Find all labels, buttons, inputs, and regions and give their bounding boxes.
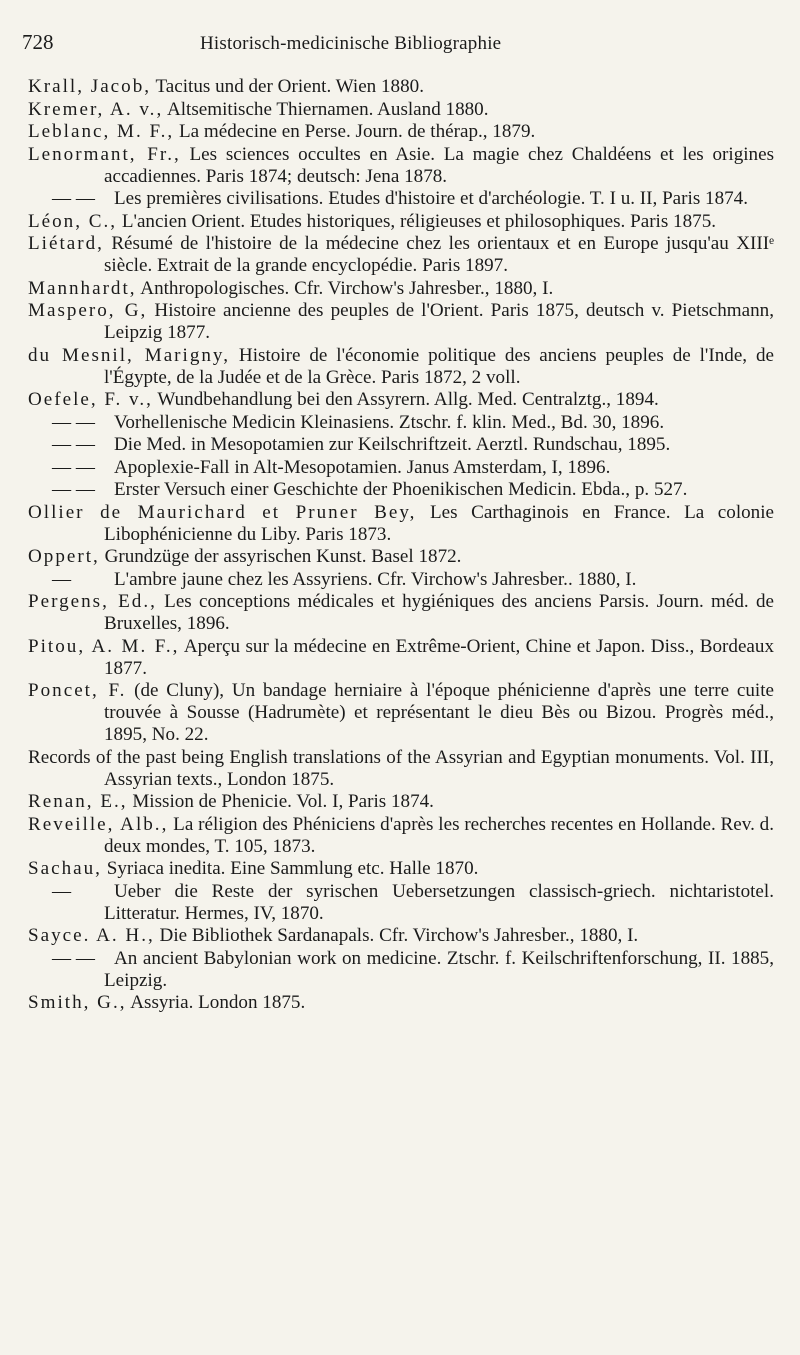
bibliography-entry [28, 144, 774, 188]
ditto-dash: — — [52, 411, 95, 433]
bibliography-entry [28, 457, 774, 479]
bibliography-entry [28, 121, 774, 143]
entry-text: La réligion des Phéniciens d'après les recherches recentes en Hollande. Rev. d. deux mondes, T. 105, 1873. [104, 813, 774, 857]
entry-author: Pergens, Ed., [28, 591, 157, 612]
entry-text: Die Med. in Mesopotamien zur Keilschriftzeit. Aerztl. Rundschau, 1895. [114, 434, 671, 455]
entry-text: Les Carthaginois en France. La colonie Libophénicienne du Liby. Paris 1873. [104, 501, 774, 545]
bibliography-entry [28, 233, 774, 277]
entry-text: L'ambre jaune chez les Assyriens. Cfr. Virchow's Jahresber.. 1880, I. [114, 568, 637, 590]
bibliography-entry [28, 636, 774, 680]
bibliography-entry [28, 479, 774, 501]
bibliography-entry [28, 278, 774, 300]
ditto-dash: — [52, 568, 72, 590]
ditto-dash: — — [52, 479, 95, 500]
entry-author: Smith, G., [28, 992, 127, 1013]
page-number: 728 [22, 30, 54, 54]
entry-text: Tacitus und der Orient. Wien 1880. [151, 76, 424, 97]
entry-text: Vorhellenische Medicin Kleinasiens. Ztschr. f. klin. Med., Bd. 30, 1896. [114, 411, 665, 433]
bibliography-entry [28, 569, 774, 591]
bibliography-entry [28, 925, 774, 947]
entry-text: Records of the past being English translations of the Assyrian and Egyptian monuments. Vol. III, Assyrian texts., London 1875. [28, 746, 774, 790]
entry-text: Apoplexie-Fall in Alt-Mesopotamien. Janus Amsterdam, I, 1896. [114, 456, 611, 478]
entry-text: Altsemitische Thiernamen. Ausland 1880. [163, 98, 489, 120]
bibliography-entry [28, 300, 774, 344]
ditto-dash: — [52, 880, 72, 902]
bibliography-entry [28, 591, 774, 635]
bibliography-entry [28, 412, 774, 434]
entry-author: Renan, E., [28, 791, 128, 812]
entry-author: Sachau, [28, 858, 102, 879]
entry-author: Krall, Jacob, [28, 76, 152, 97]
bibliography-entry [28, 389, 774, 411]
entry-author: Leblanc, M. F., [28, 121, 175, 142]
entry-author: Maspero, G, [28, 300, 148, 321]
bibliography-entry [28, 211, 774, 233]
entry-text: Aperçu sur la médecine en Extrême-Orient, Chine et Japon. Diss., Bordeaux 1877. [104, 635, 774, 679]
entry-text: La médecine en Perse. Journ. de thérap., 1879. [174, 121, 536, 142]
ditto-dash: — — [52, 947, 95, 969]
entry-text: Wundbehandlung bei den Assyrern. Allg. Med. Centralztg., 1894. [152, 389, 659, 410]
bibliography-entry [28, 345, 774, 389]
entry-text: L'ancien Orient. Etudes historiques, réligieuses et philosophiques. Paris 1875. [117, 210, 717, 232]
entry-author: Sayce. A. H., [28, 925, 155, 946]
entry-text: Syriaca inedita. Eine Sammlung etc. Halle 1870. [101, 858, 479, 879]
entry-text: Erster Versuch einer Geschichte der Phoenikischen Medicin. Ebda., p. 527. [114, 479, 688, 500]
bibliography-entry [28, 948, 774, 992]
bibliography-list [28, 76, 774, 1015]
entry-text: Die Bibliothek Sardanapals. Cfr. Virchow's Jahresber., 1880, I. [154, 925, 639, 946]
bibliography-entry [28, 680, 774, 746]
page-header [22, 30, 766, 60]
entry-text: Ueber die Reste der syrischen Uebersetzungen classisch-griech. nichtaristotel. Litteratur. Hermes, IV, 1870. [104, 880, 774, 924]
bibliography-entry [28, 502, 774, 546]
entry-author: Reveille, Alb., [28, 813, 169, 835]
running-title: Historisch-medicinische Bibliographie [200, 33, 502, 54]
bibliography-entry [28, 99, 774, 121]
entry-author: Pitou, A. M. F., [28, 635, 180, 657]
entry-author: du Mesnil, Marigny, [28, 344, 231, 366]
entry-author: Poncet, F. [28, 680, 127, 701]
bibliography-entry [28, 858, 774, 880]
entry-author: Lenormant, Fr., [28, 143, 181, 165]
bibliography-entry [28, 747, 774, 791]
bibliography-entry [28, 814, 774, 858]
entry-author: Oppert, [28, 546, 100, 567]
entry-author: Léon, C., [28, 210, 118, 232]
entry-text: Histoire ancienne des peuples de l'Orient. Paris 1875, deutsch v. Pietschmann, Leipzig 1877. [104, 300, 774, 343]
entry-text: Assyria. London 1875. [126, 992, 306, 1013]
entry-text: Les sciences occultes en Asie. La magie chez Chaldéens et les origines accadiennes. Paris 1874; deutsch: Jena 1878. [104, 143, 774, 187]
entry-text: Grundzüge der assyrischen Kunst. Basel 1872. [99, 546, 462, 567]
entry-author: Mannhardt, [28, 277, 137, 299]
bibliography-entry [28, 992, 774, 1014]
entry-text: Histoire de l'économie politique des anciens peuples de l'Inde, de l'Égypte, de la Judée et de la Grèce. Paris 1872, 2 voll. [104, 344, 774, 388]
entry-text: Résumé de l'histoire de la médecine chez les orientaux et en Europe jusqu'au XIIIᵉ siècle. Extrait de la grande encyclopédie. Paris 1897. [103, 233, 774, 276]
entry-text: An ancient Babylonian work on medicine. Ztschr. f. Keilschriftenforschung, II. 1885, Leipzig. [104, 947, 774, 991]
bibliography-entry [28, 434, 774, 456]
ditto-dash: — — [52, 188, 95, 209]
entry-text: Anthropologisches. Cfr. Virchow's Jahresber., 1880, I. [136, 277, 554, 299]
entry-author: Liétard, [28, 233, 104, 254]
bibliography-entry [28, 546, 774, 568]
bibliography-entry [28, 881, 774, 925]
entry-text: Les premières civilisations. Etudes d'histoire et d'archéologie. T. I u. II, Paris 1874. [114, 188, 748, 209]
entry-text: Les conceptions médicales et hygiéniques des anciens Parsis. Journ. méd. de Bruxelles, 1896. [104, 591, 774, 634]
entry-author: Oefele, F. v., [28, 389, 153, 410]
ditto-dash: — — [52, 434, 95, 455]
entry-text: (de Cluny), Un bandage herniaire à l'époque phénicienne d'après une terre cuite trouvée à Sousse (Hadrumète) et représentant le dieu Bès ou Bizou. Progrès méd., 1895, No. 22. [104, 680, 774, 745]
bibliography-entry [28, 76, 774, 98]
bibliography-entry [28, 188, 774, 210]
entry-author: Ollier de Maurichard et Pruner Bey, [28, 501, 417, 523]
bibliography-entry [28, 791, 774, 813]
entry-author: Kremer, A. v., [28, 98, 164, 120]
entry-text: Mission de Phenicie. Vol. I, Paris 1874. [127, 791, 434, 812]
ditto-dash: — — [52, 456, 95, 478]
